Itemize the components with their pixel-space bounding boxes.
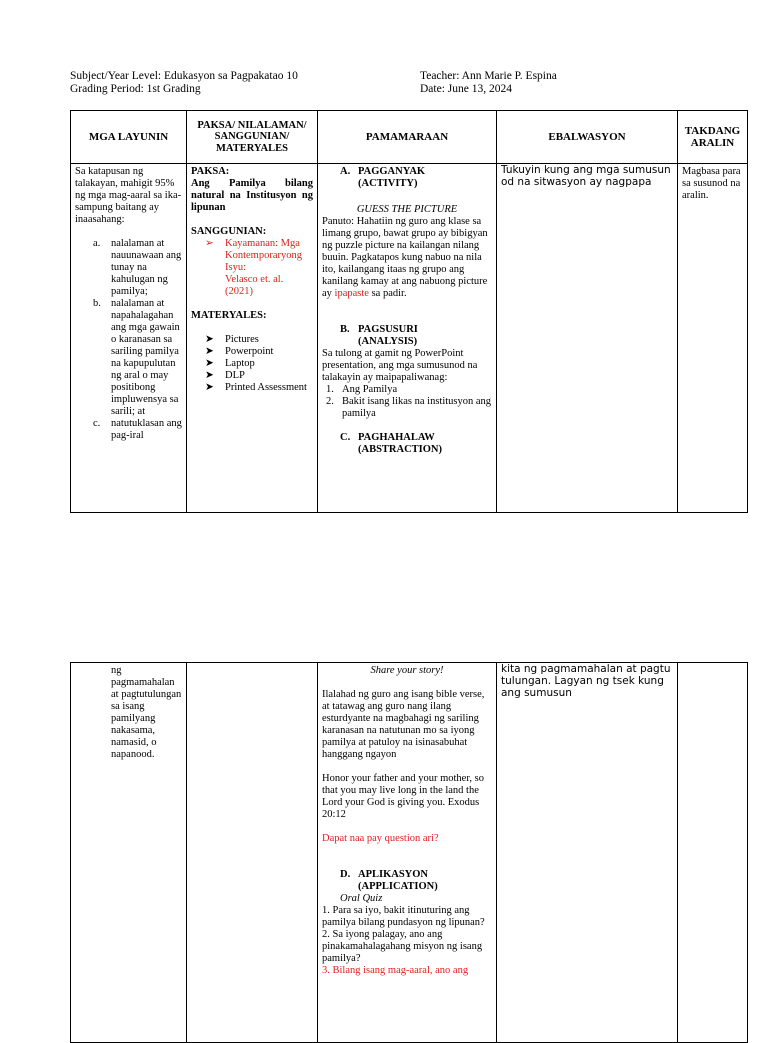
materyales-list xyxy=(191,334,313,394)
quiz-question-2: 2. Sa iyong palagay, ano ang pinakamahalagahang misyon ng isang pamilya? xyxy=(322,929,483,964)
lesson-plan-table-page2 xyxy=(70,662,748,1043)
aplikasyon-sub: (APPLICATION) xyxy=(358,881,438,892)
paghahalaw-sub: (ABSTRACTION) xyxy=(358,444,443,455)
aplikasyon-heading: D. APLIKASYON xyxy=(340,869,429,880)
paksa-text: Ang Pamilya bilang natural na Institusyon ng lipunan xyxy=(191,178,313,213)
takdang-aralin-cell-cont xyxy=(678,663,748,1043)
list-item: c. natutuklasan ang pag-iral xyxy=(93,418,182,441)
list-item: b. nalalaman at napahalagahan ang mga gawain o karanasan sa sariling pamilya na kapupulutan ng aral o may positibong impluwensya sa sarili; at xyxy=(93,298,180,417)
table-header-row xyxy=(71,111,748,164)
list-item: ➤ Laptop xyxy=(205,358,255,369)
column-header: PAMAMARAAN xyxy=(318,111,497,164)
subject-line: Subject/Year Level: Edukasyon sa Pagpakatao 10 xyxy=(70,70,298,82)
paksa-label: PAKSA: xyxy=(191,166,230,177)
pamamaraan-cell xyxy=(318,164,497,513)
question-note: Dapat naa pay question ari? xyxy=(322,833,439,844)
quiz-question-3: 3. Bilang isang mag-aaral, ano ang xyxy=(322,965,469,976)
panuto-text: Panuto: Hahatiin ng guro ang klase sa limang grupo, bawat grupo ay bibigyan ng puzzle picture na kailangan nilang buuin. Pagkatapos kung nabuo na nila ito, kailangang itaas ng grupo ang kanilang kamay at ang nabuong picture ay ipapaste sa padir. xyxy=(322,216,488,299)
column-header: EBALWASYON xyxy=(497,111,678,164)
share-text: Ilalahad ng guro ang isang bible verse, at tatawag ang guro nang ilang esturdyante na magbahagi ng sariling karanasan na natutunan mo sa iyong pamilya at patuloy na isinasabuhat hanggang ngayon xyxy=(322,689,485,760)
lesson-plan-table-page1 xyxy=(70,110,748,513)
sanggunian-list xyxy=(191,238,313,298)
header-left xyxy=(70,70,298,96)
column-header: PAKSA/ NILALAMAN/ SANGGUNIAN/ MATERYALES xyxy=(187,111,318,164)
layunin-list xyxy=(75,238,182,442)
ebalwasyon-cell-cont xyxy=(497,663,678,1043)
share-title: Share your story! xyxy=(370,665,444,676)
list-item: a. nalalaman at nauunawaan ang tunay na kahulugan ng pamilya; xyxy=(93,238,182,297)
list-item: 1. Ang Pamilya xyxy=(326,384,398,395)
paghahalaw-heading: C. PAGHAHALAW xyxy=(340,432,435,443)
pagganyak-sub: (ACTIVITY) xyxy=(358,178,418,189)
list-item: ➤ Powerpoint xyxy=(205,346,274,357)
quiz-question-1: 1. Para sa iyo, bakit itinuturing ang pamilya bilang pundasyon ng lipunan? xyxy=(322,905,485,928)
list-item: ➤ Printed Assessment xyxy=(205,382,307,393)
table-body-row xyxy=(71,663,748,1043)
date-line: Date: June 13, 2024 xyxy=(420,83,512,95)
ebalwasyon-text: Tukuyin kung ang mga sumusunod na sitwasyon ay nagpapa xyxy=(501,164,671,188)
table-body-row xyxy=(71,164,748,513)
teacher-line: Teacher: Ann Marie P. Espina xyxy=(420,70,557,82)
list-item: ➤ Pictures xyxy=(205,334,259,345)
pagsusuri-text: Sa tulong at gamit ng PowerPoint presentation, ang mga sumusunod na talakayin ay maipapaliwanag: xyxy=(322,348,478,383)
list-item: 2. Bakit isang likas na institusyon ang pamilya xyxy=(326,396,492,419)
layunin-cont-text: ng pagmamahalan at pagtutulungan sa isang pamilyang nakasama, namasid, o napanood. xyxy=(111,665,182,760)
layunin-intro: Sa katapusan ng talakayan, mahigit 95% ng mga mag-aaral sa ika-sampung baitang ay inaasahang: xyxy=(75,166,182,225)
pagsusuri-heading: B. PAGSUSURI xyxy=(340,324,418,335)
ebalwasyon-cell xyxy=(497,164,678,513)
ebalwasyon-cont-text: kita ng pagmamahalan at pagtutulungan. Lagyan ng tsek kung ang sumusun xyxy=(501,663,671,699)
header-right xyxy=(420,70,557,96)
guess-title: GUESS THE PICTURE xyxy=(356,204,458,215)
layunin-cell-cont xyxy=(71,663,187,1043)
bible-verse: Honor your father and your mother, so that you may live long in the land the Lord your God is giving you. Exodus 20:12 xyxy=(322,773,484,820)
column-header: TAKDANG ARALIN xyxy=(678,111,748,164)
paksa-cell-cont xyxy=(187,663,318,1043)
layunin-cell xyxy=(71,164,187,513)
pagganyak-heading: A. PAGGANYAK xyxy=(340,166,426,177)
takdang-aralin-cell xyxy=(678,164,748,513)
column-header: MGA LAYUNIN xyxy=(71,111,187,164)
paksa-cell xyxy=(187,164,318,513)
pagsusuri-sub: (ANALYSIS) xyxy=(358,336,418,347)
oral-quiz-label: Oral Quiz xyxy=(340,893,383,904)
pamamaraan-cell-cont xyxy=(318,663,497,1043)
takdang-aralin-text: Magbasa para sa susunod na aralin. xyxy=(682,166,741,201)
list-item: ➢ Kayamanan: Mga Kontemporaryong Isyu: Velasco et. al. (2021) xyxy=(205,238,302,297)
list-item: ➤ DLP xyxy=(205,370,245,381)
sanggunian-label: SANGGUNIAN: xyxy=(191,226,267,237)
grading-line: Grading Period: 1st Grading xyxy=(70,83,201,95)
pagsusuri-list xyxy=(322,384,492,420)
materyales-label: MATERYALES: xyxy=(191,310,267,321)
